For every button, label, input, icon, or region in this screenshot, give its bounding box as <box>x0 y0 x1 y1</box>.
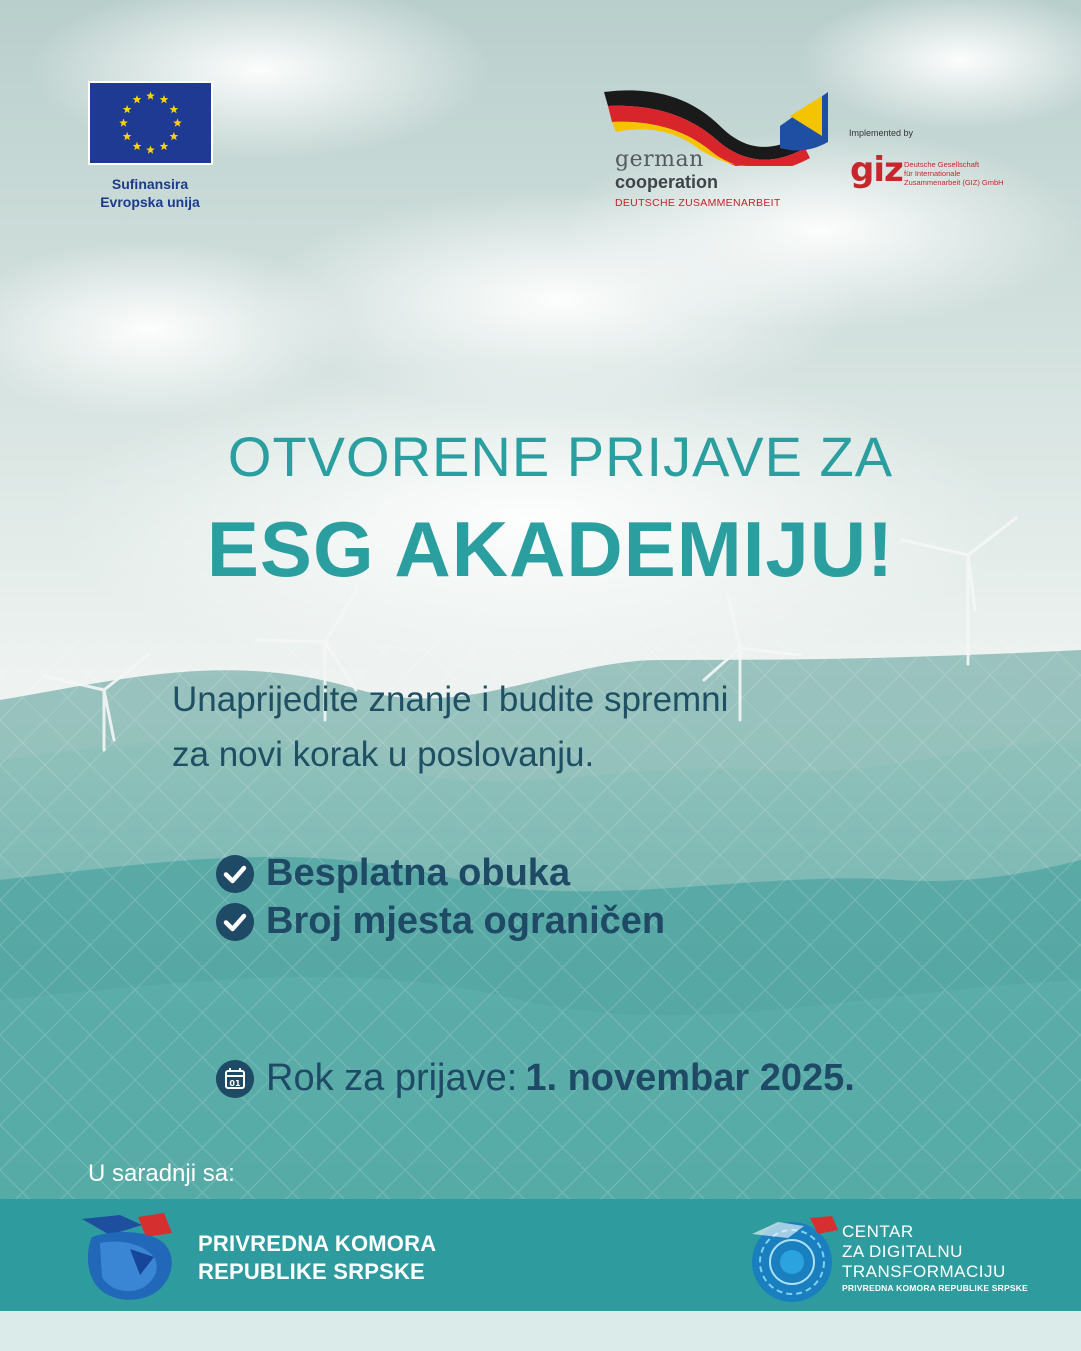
headline-line1: OTVORENE PRIJAVE ZA <box>227 425 894 488</box>
privredna-komora-logo-icon <box>80 1213 180 1301</box>
pk-name-line1: PRIVREDNA KOMORA <box>198 1231 437 1256</box>
eu-flag-logo <box>88 81 213 165</box>
eu-star-icon <box>123 132 132 140</box>
eu-star-icon <box>160 142 169 150</box>
eu-star-icon <box>160 95 169 103</box>
tagline-line1: Unaprijedite znanje i budite spremni <box>172 680 729 719</box>
tagline-line2: za novi korak u poslovanju. <box>172 735 595 774</box>
tagline <box>172 672 932 782</box>
bullet-text: Broj mjesta ograničen <box>266 900 666 942</box>
giz-line1: Deutsche Gesellschaft <box>904 160 980 169</box>
check-circle-icon <box>216 903 254 941</box>
giz-legal-name <box>904 160 1014 187</box>
deadline-label: Rok za prijave: <box>266 1057 518 1099</box>
calendar-icon <box>216 1060 254 1098</box>
eu-star-icon <box>146 91 155 99</box>
german-cooperation-word1: german <box>615 147 704 172</box>
bullet-item <box>216 900 665 943</box>
eu-star-icon <box>133 142 142 150</box>
deadline <box>216 1057 855 1100</box>
cdt-line3: TRANSFORMACIJU <box>842 1262 1006 1281</box>
giz-line2: für Internationale <box>904 169 961 178</box>
eu-line1: Sufinansira <box>111 176 189 192</box>
giz-line3: Zusammenarbeit (GIZ) GmbH <box>904 178 1004 187</box>
collaboration-label: U saradnji sa: <box>88 1160 235 1187</box>
eu-star-icon <box>119 118 128 126</box>
german-cooperation-word3: DEUTSCHE ZUSAMMENARBEIT <box>615 197 781 209</box>
bullet-item <box>216 852 570 895</box>
pk-name-line2: REPUBLIKE SRPSKE <box>198 1259 425 1284</box>
headline-line2: ESG AKADEMIJU! <box>206 505 895 593</box>
eu-star-icon <box>170 132 179 140</box>
eu-stars-icon <box>90 83 211 163</box>
cdt-line2: ZA DIGITALNU <box>842 1242 963 1261</box>
digital-transformation-globe-icon <box>748 1214 840 1306</box>
eu-star-icon <box>123 105 132 113</box>
calendar-icon-text: 01 <box>229 1078 241 1088</box>
giz-logo: giz <box>850 150 903 190</box>
eu-line2: Evropska unija <box>100 194 200 210</box>
eu-star-icon <box>133 95 142 103</box>
bullet-text: Besplatna obuka <box>266 852 571 894</box>
deadline-date: 1. novembar 2025. <box>525 1057 855 1099</box>
giz-implemented-by: Implemented by <box>849 128 914 138</box>
eu-cofunded-text <box>70 175 230 211</box>
check-circle-icon <box>216 855 254 893</box>
eu-star-icon <box>146 145 155 153</box>
german-cooperation-word2: cooperation <box>615 172 719 192</box>
eu-star-icon <box>173 118 182 126</box>
cdt-line4: PRIVREDNA KOMORA REPUBLIKE SRPSKE <box>842 1283 1028 1293</box>
eu-star-icon <box>170 105 179 113</box>
cdt-line1: CENTAR <box>842 1222 914 1241</box>
